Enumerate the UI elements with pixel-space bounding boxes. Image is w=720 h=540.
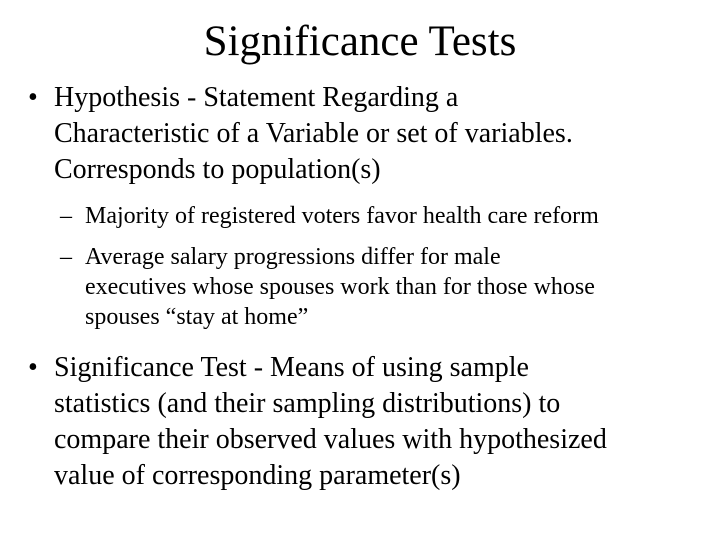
- bullet-line: Characteristic of a Variable or set of variables.: [54, 118, 573, 149]
- sub-bullet-line: executives whose spouses work than for those whose: [85, 274, 595, 300]
- bullet-line: Significance Test - Means of using sample: [54, 352, 529, 383]
- sub-bullet-line: Majority of registered voters favor health care reform: [85, 203, 599, 229]
- bullet-line: value of corresponding parameter(s): [54, 460, 461, 491]
- sub-bullet-marker: –: [60, 203, 72, 229]
- bullet-line: statistics (and their sampling distributions) to: [54, 388, 561, 419]
- sub-bullet-text: [85, 201, 705, 231]
- bullet-line: Hypothesis - Statement Regarding a: [54, 82, 459, 113]
- sub-bullet-marker: –: [60, 244, 72, 270]
- slide-title: Significance Tests: [203, 18, 517, 65]
- sub-bullet-text: [85, 242, 705, 332]
- bullet-text: [54, 350, 720, 494]
- bullet-marker: •: [28, 352, 38, 383]
- bullet-text: [54, 80, 720, 188]
- sub-bullet-line: Average salary progressions differ for male: [85, 244, 501, 270]
- bullet-marker: •: [28, 82, 38, 113]
- bullet-line: Corresponds to population(s): [54, 154, 381, 185]
- bullet-line: compare their observed values with hypothesized: [54, 424, 607, 455]
- sub-bullet-line: spouses “stay at home”: [85, 304, 309, 330]
